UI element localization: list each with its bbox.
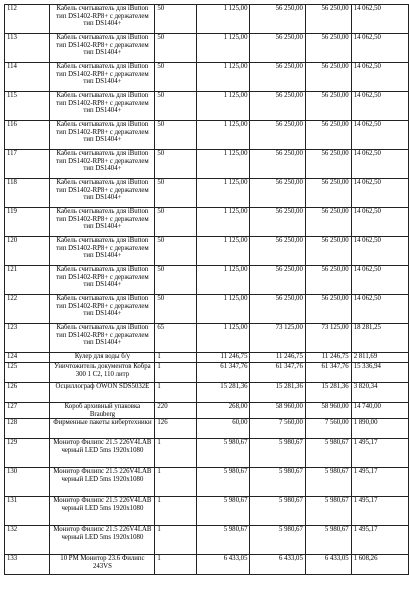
item-name-cell: Кабель считыватель для iButton тип DS1402-RP8+ с держателем тип DS1404+ xyxy=(50,237,155,266)
row-number-cell: 117 xyxy=(5,150,50,179)
amount-total-cell: 11 246,75 xyxy=(305,353,351,363)
item-name-cell: Кабель считыватель для iButton тип DS1402-RP8+ с держателем тип DS1404+ xyxy=(50,295,155,324)
row-number-cell: 129 xyxy=(5,439,50,468)
amount-total-cell: 56 250,00 xyxy=(305,208,351,237)
unit-price-cell: 1 125,00 xyxy=(197,266,250,295)
table-row xyxy=(5,324,409,353)
amount-cell: 56 250,00 xyxy=(250,179,305,208)
row-number-cell: 127 xyxy=(5,403,50,419)
quantity-cell: 1 xyxy=(155,497,197,526)
quantity-cell: 50 xyxy=(155,63,197,92)
unit-price-cell: 60,00 xyxy=(197,419,250,439)
table-row xyxy=(5,266,409,295)
row-number-cell: 125 xyxy=(5,363,50,383)
unit-price-cell: 5 980,67 xyxy=(197,526,250,555)
row-number-cell: 122 xyxy=(5,295,50,324)
unit-price-cell: 1 125,00 xyxy=(197,179,250,208)
unit-price-cell: 1 125,00 xyxy=(197,150,250,179)
amount-cell: 61 347,76 xyxy=(250,363,305,383)
amount-total-cell: 73 125,00 xyxy=(305,324,351,353)
quantity-cell: 50 xyxy=(155,150,197,179)
unit-price-cell: 61 347,76 xyxy=(197,363,250,383)
table-row xyxy=(5,34,409,63)
table-row xyxy=(5,150,409,179)
amount-total-cell: 56 250,00 xyxy=(305,5,351,34)
quantity-cell: 1 xyxy=(155,468,197,497)
amount-total-cell: 5 980,67 xyxy=(305,497,351,526)
vat-amount-cell: 14 062,50 xyxy=(351,237,408,266)
amount-cell: 5 980,67 xyxy=(250,468,305,497)
amount-total-cell: 56 250,00 xyxy=(305,121,351,150)
amount-cell: 56 250,00 xyxy=(250,150,305,179)
vat-amount-cell: 14 062,50 xyxy=(351,295,408,324)
row-number-cell: 133 xyxy=(5,555,50,575)
table-row xyxy=(5,92,409,121)
unit-price-cell: 1 125,00 xyxy=(197,34,250,63)
amount-cell: 73 125,00 xyxy=(250,324,305,353)
amount-total-cell: 56 250,00 xyxy=(305,92,351,121)
vat-amount-cell: 14 740,00 xyxy=(351,403,408,419)
unit-price-cell: 1 125,00 xyxy=(197,5,250,34)
unit-price-cell: 1 125,00 xyxy=(197,63,250,92)
item-name-cell: Монитор Филипс 21.5 226V4LAB черный LED 5ms 1920x1080 xyxy=(50,497,155,526)
vat-amount-cell: 1 495,17 xyxy=(351,468,408,497)
amount-total-cell: 5 980,67 xyxy=(305,439,351,468)
item-name-cell: Осциллограф OWON SDS5032E xyxy=(50,383,155,403)
amount-total-cell: 56 250,00 xyxy=(305,34,351,63)
table-row xyxy=(5,439,409,468)
unit-price-cell: 268,00 xyxy=(197,403,250,419)
table-row xyxy=(5,295,409,324)
amount-total-cell: 56 250,00 xyxy=(305,295,351,324)
item-name-cell: Короб архивный упаковка Brauberg xyxy=(50,403,155,419)
amount-cell: 56 250,00 xyxy=(250,34,305,63)
quantity-cell: 1 xyxy=(155,526,197,555)
amount-total-cell: 56 250,00 xyxy=(305,179,351,208)
vat-amount-cell: 14 062,50 xyxy=(351,63,408,92)
amount-cell: 58 960,00 xyxy=(250,403,305,419)
table-row xyxy=(5,555,409,575)
vat-amount-cell: 14 062,50 xyxy=(351,34,408,63)
row-number-cell: 114 xyxy=(5,63,50,92)
row-number-cell: 113 xyxy=(5,34,50,63)
amount-cell: 5 980,67 xyxy=(250,497,305,526)
quantity-cell: 1 xyxy=(155,383,197,403)
amount-cell: 11 246,75 xyxy=(250,353,305,363)
table-row xyxy=(5,497,409,526)
amount-cell: 6 433,05 xyxy=(250,555,305,575)
table-body xyxy=(5,5,409,575)
amount-total-cell: 56 250,00 xyxy=(305,63,351,92)
vat-amount-cell: 18 281,25 xyxy=(351,324,408,353)
unit-price-cell: 1 125,00 xyxy=(197,208,250,237)
table-row xyxy=(5,121,409,150)
quantity-cell: 50 xyxy=(155,295,197,324)
vat-amount-cell: 1 495,17 xyxy=(351,497,408,526)
amount-cell: 15 281,36 xyxy=(250,383,305,403)
amount-total-cell: 61 347,76 xyxy=(305,363,351,383)
table-row xyxy=(5,383,409,403)
item-name-cell: Кабель считыватель для iButton тип DS1402-RP8+ с держателем тип DS1404+ xyxy=(50,63,155,92)
item-name-cell: Кабель считыватель для iButton тип DS1402-RP8+ с держателем тип DS1404+ xyxy=(50,179,155,208)
vat-amount-cell: 3 820,34 xyxy=(351,383,408,403)
amount-cell: 56 250,00 xyxy=(250,92,305,121)
quantity-cell: 50 xyxy=(155,34,197,63)
item-name-cell: Кабель считыватель для iButton тип DS1402-RP8+ с держателем тип DS1404+ xyxy=(50,324,155,353)
item-name-cell: Кабель считыватель для iButton тип DS1402-RP8+ с держателем тип DS1404+ xyxy=(50,34,155,63)
amount-total-cell: 15 281,36 xyxy=(305,383,351,403)
amount-cell: 5 980,67 xyxy=(250,526,305,555)
amount-total-cell: 56 250,00 xyxy=(305,150,351,179)
amount-cell: 56 250,00 xyxy=(250,208,305,237)
quantity-cell: 220 xyxy=(155,403,197,419)
quantity-cell: 50 xyxy=(155,208,197,237)
table-row xyxy=(5,468,409,497)
item-name-cell: Кабель считыватель для iButton тип DS1402-RP8+ с держателем тип DS1404+ xyxy=(50,121,155,150)
table-row xyxy=(5,363,409,383)
row-number-cell: 121 xyxy=(5,266,50,295)
row-number-cell: 115 xyxy=(5,92,50,121)
amount-total-cell: 58 960,00 xyxy=(305,403,351,419)
quantity-cell: 50 xyxy=(155,5,197,34)
unit-price-cell: 1 125,00 xyxy=(197,237,250,266)
quantity-cell: 1 xyxy=(155,363,197,383)
vat-amount-cell: 2 811,69 xyxy=(351,353,408,363)
amount-total-cell: 56 250,00 xyxy=(305,266,351,295)
table-row xyxy=(5,526,409,555)
row-number-cell: 124 xyxy=(5,353,50,363)
unit-price-cell: 5 980,67 xyxy=(197,439,250,468)
unit-price-cell: 15 281,36 xyxy=(197,383,250,403)
vat-amount-cell: 14 062,50 xyxy=(351,179,408,208)
inventory-table xyxy=(4,4,409,575)
vat-amount-cell: 14 062,50 xyxy=(351,266,408,295)
row-number-cell: 120 xyxy=(5,237,50,266)
vat-amount-cell: 14 062,50 xyxy=(351,208,408,237)
unit-price-cell: 1 125,00 xyxy=(197,295,250,324)
item-name-cell: Кабель считыватель для iButton тип DS1402-RP8+ с держателем тип DS1404+ xyxy=(50,266,155,295)
quantity-cell: 50 xyxy=(155,179,197,208)
quantity-cell: 1 xyxy=(155,353,197,363)
vat-amount-cell: 1 495,17 xyxy=(351,439,408,468)
unit-price-cell: 11 246,75 xyxy=(197,353,250,363)
item-name-cell: Кулер для воды б/у xyxy=(50,353,155,363)
row-number-cell: 131 xyxy=(5,497,50,526)
item-name-cell: Фирменные пакеты кибертехники xyxy=(50,419,155,439)
unit-price-cell: 5 980,67 xyxy=(197,497,250,526)
vat-amount-cell: 15 336,94 xyxy=(351,363,408,383)
vat-amount-cell: 1 608,26 xyxy=(351,555,408,575)
amount-total-cell: 5 980,67 xyxy=(305,468,351,497)
table-row xyxy=(5,403,409,419)
item-name-cell: Монитор Филипс 21.5 226V4LAB черный LED 5ms 1920x1080 xyxy=(50,439,155,468)
item-name-cell: Кабель считыватель для iButton тип DS1402-RP8+ с держателем тип DS1404+ xyxy=(50,208,155,237)
amount-total-cell: 7 560,00 xyxy=(305,419,351,439)
unit-price-cell: 1 125,00 xyxy=(197,324,250,353)
table-row xyxy=(5,237,409,266)
item-name-cell: Кабель считыватель для iButton тип DS1402-RP8+ с держателем тип DS1404+ xyxy=(50,5,155,34)
item-name-cell: Кабель считыватель для iButton тип DS1402-RP8+ с держателем тип DS1404+ xyxy=(50,150,155,179)
row-number-cell: 116 xyxy=(5,121,50,150)
table-row xyxy=(5,419,409,439)
table-row xyxy=(5,208,409,237)
amount-cell: 7 560,00 xyxy=(250,419,305,439)
vat-amount-cell: 14 062,50 xyxy=(351,92,408,121)
item-name-cell: Монитор Филипс 21.5 226V4LAB черный LED 5ms 1920x1080 xyxy=(50,468,155,497)
amount-cell: 56 250,00 xyxy=(250,237,305,266)
table-row xyxy=(5,63,409,92)
vat-amount-cell: 14 062,50 xyxy=(351,121,408,150)
unit-price-cell: 6 433,05 xyxy=(197,555,250,575)
table-row xyxy=(5,179,409,208)
row-number-cell: 119 xyxy=(5,208,50,237)
vat-amount-cell: 14 062,50 xyxy=(351,5,408,34)
row-number-cell: 130 xyxy=(5,468,50,497)
row-number-cell: 118 xyxy=(5,179,50,208)
quantity-cell: 50 xyxy=(155,266,197,295)
row-number-cell: 128 xyxy=(5,419,50,439)
vat-amount-cell: 1 495,17 xyxy=(351,526,408,555)
quantity-cell: 126 xyxy=(155,419,197,439)
item-name-cell: Кабель считыватель для iButton тип DS1402-RP8+ с держателем тип DS1404+ xyxy=(50,92,155,121)
quantity-cell: 50 xyxy=(155,121,197,150)
amount-total-cell: 5 980,67 xyxy=(305,526,351,555)
table-row xyxy=(5,5,409,34)
amount-cell: 5 980,67 xyxy=(250,439,305,468)
unit-price-cell: 1 125,00 xyxy=(197,121,250,150)
vat-amount-cell: 1 890,00 xyxy=(351,419,408,439)
amount-total-cell: 6 433,05 xyxy=(305,555,351,575)
amount-cell: 56 250,00 xyxy=(250,121,305,150)
unit-price-cell: 5 980,67 xyxy=(197,468,250,497)
amount-cell: 56 250,00 xyxy=(250,5,305,34)
unit-price-cell: 1 125,00 xyxy=(197,92,250,121)
row-number-cell: 123 xyxy=(5,324,50,353)
amount-cell: 56 250,00 xyxy=(250,63,305,92)
vat-amount-cell: 14 062,50 xyxy=(351,150,408,179)
quantity-cell: 50 xyxy=(155,92,197,121)
quantity-cell: 65 xyxy=(155,324,197,353)
item-name-cell: 10 PM Монитор 23.6 Филипс 243VS xyxy=(50,555,155,575)
amount-cell: 56 250,00 xyxy=(250,266,305,295)
row-number-cell: 112 xyxy=(5,5,50,34)
row-number-cell: 126 xyxy=(5,383,50,403)
amount-total-cell: 56 250,00 xyxy=(305,237,351,266)
table-row xyxy=(5,353,409,363)
item-name-cell: Монитор Филипс 21.5 226V4LAB черный LED 5ms 1920x1080 xyxy=(50,526,155,555)
item-name-cell: Уничтожитель документов Кобра 300 1 С2, 110 литр xyxy=(50,363,155,383)
quantity-cell: 1 xyxy=(155,439,197,468)
amount-cell: 56 250,00 xyxy=(250,295,305,324)
quantity-cell: 1 xyxy=(155,555,197,575)
row-number-cell: 132 xyxy=(5,526,50,555)
quantity-cell: 50 xyxy=(155,237,197,266)
